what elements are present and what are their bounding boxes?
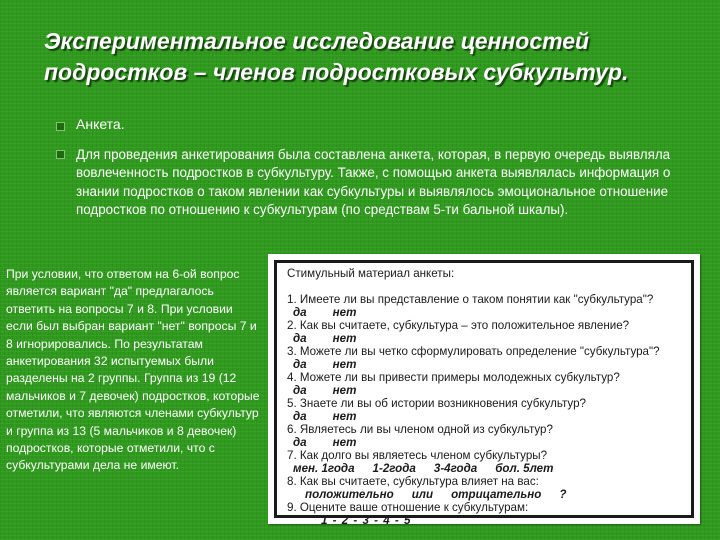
- option-influence: отрицательно: [451, 488, 542, 501]
- results-paragraph: При условии, что ответом на 6-ой вопрос является вариант "да" предлагалось ответить на вопросы 7 и 8. При условии если был выбран вариант "нет" вопросы 7 и 8 игнорировались. По результатам анкетирования 32 испытуемых были разделены на 2 группы. Группа из 19 (12 мальчиков и 7 девочек) подростков, которые отметили, что являются членами субкультур и группа из 13 (5 мальчиков и 8 девочек) подростков, которые отметили, что с субкультурами дела не имеют.: [6, 267, 260, 473]
- question-2: 2. Как вы считаете, субкультура – это положительное явление?: [287, 319, 630, 332]
- slide-title: Экспериментальное исследование ценностей подростков – членов подростковых субкультур.: [44, 28, 629, 85]
- answer-yes-no: [287, 410, 685, 423]
- answer-no: нет: [332, 358, 357, 371]
- option-influence: ?: [559, 488, 567, 501]
- question-6: 6. Являетесь ли вы членом одной из субкультур?: [287, 423, 553, 436]
- answer-no: нет: [332, 384, 357, 397]
- answer-yes: да: [293, 410, 307, 423]
- option-duration: мен. 1года: [293, 462, 355, 475]
- answer-no: нет: [332, 306, 357, 319]
- option-duration: бол. 5лет: [495, 462, 554, 475]
- option-influence: или: [411, 488, 434, 501]
- answer-yes: да: [293, 384, 307, 397]
- answer-duration-options: [287, 462, 685, 475]
- answer-yes: да: [293, 358, 307, 371]
- question-1: 1. Имеете ли вы представление о таком понятии как "субкультура"?: [287, 293, 654, 306]
- question-9: 9. Оцените ваше отношение к субкультурам:: [287, 501, 529, 514]
- intro-paragraph: Для проведения анкетирования была составлена анкета, которая, в первую очередь выявляла вовлеченность подростков в субкультуру. Также, с помощью анкета выявлялась информация о знании подростков о таком явлении как субкультуры и выявлялось эмоциональное отношение подростков по отношению к субкультурам (по средствам 5-ти бальной шкалы).: [76, 147, 671, 218]
- answer-yes-no: [287, 384, 685, 397]
- answer-no: нет: [332, 332, 357, 345]
- stimulus-material-image: [268, 254, 700, 527]
- option-influence: положительно: [305, 488, 394, 501]
- answer-yes-no: [287, 332, 685, 345]
- answer-no: нет: [332, 410, 357, 423]
- subheading: Анкета.: [76, 116, 125, 132]
- answer-yes-no: [287, 358, 685, 371]
- answer-influence-options: [287, 488, 685, 501]
- question-8: 8. Как вы считаете, субкультура влияет на вас:: [287, 475, 539, 488]
- question-3: 3. Можете ли вы четко сформулировать определение "субкультура"?: [287, 345, 660, 358]
- stimulus-material-frame: [274, 260, 694, 527]
- option-duration: 3-4года: [433, 462, 478, 475]
- answer-no: нет: [332, 436, 357, 449]
- answer-yes: да: [293, 436, 307, 449]
- question-5: 5. Знаете ли вы об истории возникновения субкультур?: [287, 397, 586, 410]
- answer-yes-no: [287, 306, 685, 319]
- material-title: Стимульный материал анкеты:: [287, 267, 455, 280]
- answer-yes: да: [293, 306, 307, 319]
- answer-yes: да: [293, 332, 307, 345]
- bullet-icon: [56, 150, 65, 159]
- option-duration: 1-2года: [372, 462, 416, 475]
- answer-yes-no: [287, 436, 685, 449]
- question-4: 4. Можете ли вы привести примеры молодежных субкультур?: [287, 371, 620, 384]
- rating-scale: 1 - 2 - 3 - 4 - 5: [321, 514, 412, 527]
- question-7: 7. Как долго вы являетесь членом субкультуры?: [287, 449, 548, 462]
- bullet-icon: [56, 122, 65, 131]
